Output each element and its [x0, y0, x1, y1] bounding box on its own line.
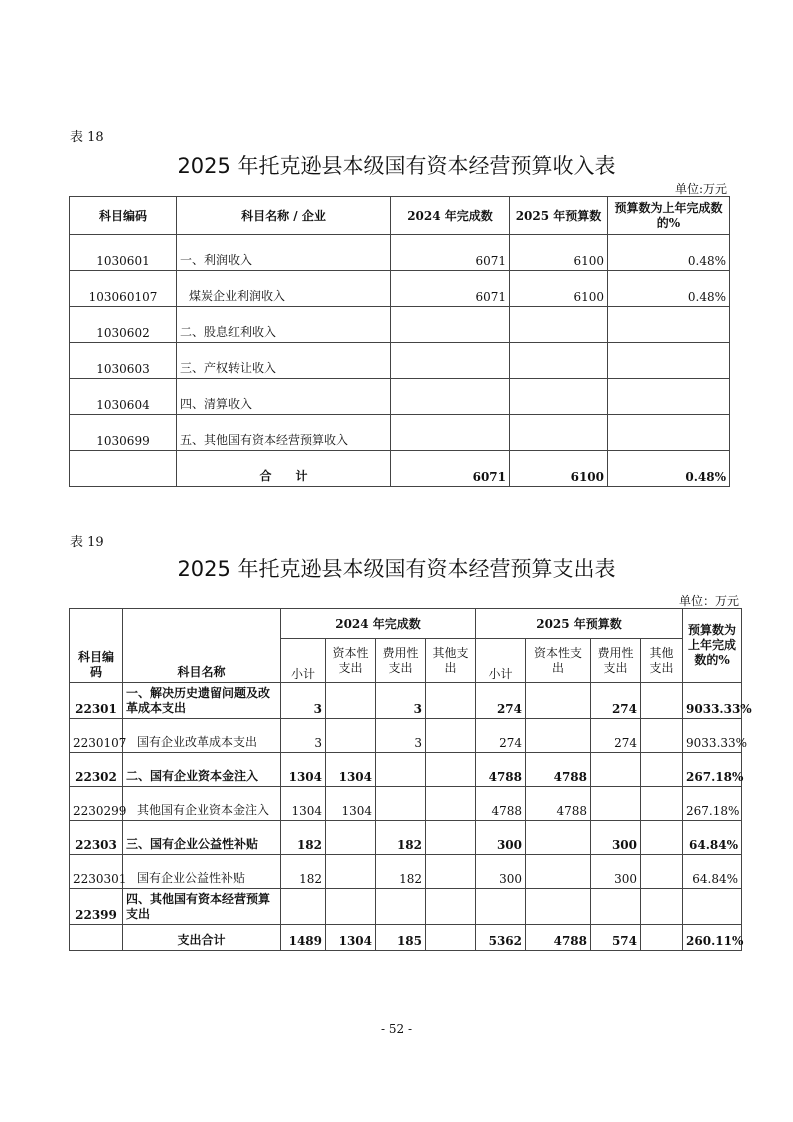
table-19-label: 表 19 — [70, 535, 104, 550]
row-2024-other — [426, 855, 476, 889]
row-2025-other — [641, 889, 683, 925]
table-row — [70, 343, 730, 379]
row-pct: 9033.33% — [683, 683, 742, 719]
header-capital-2024: 资本性支出 — [326, 639, 376, 683]
total-pct: 260.11% — [683, 925, 742, 951]
row-name: 二、国有企业资本金注入 — [123, 753, 281, 787]
row-2024-expense: 182 — [376, 821, 426, 855]
header-2025: 2025 年预算数 — [510, 197, 608, 235]
table-row — [70, 719, 742, 753]
page-number: - 52 - — [380, 1022, 412, 1036]
row-2025-capital: 4788 — [526, 753, 591, 787]
table-19-unit: 单位：万元 — [678, 594, 739, 608]
row-2024-expense: 3 — [376, 719, 426, 753]
row-2024-subtotal: 182 — [281, 855, 326, 889]
row-2024-other — [426, 719, 476, 753]
row-2025-subtotal: 300 — [476, 821, 526, 855]
table-row — [70, 235, 730, 271]
row-2024-subtotal: 1304 — [281, 753, 326, 787]
row-2025-expense — [591, 753, 641, 787]
header-code: 科目编码 — [70, 609, 123, 683]
header-pct: 预算数为上年完成数的% — [683, 609, 742, 683]
row-2024-capital — [326, 855, 376, 889]
row-code: 2230299 — [70, 787, 123, 821]
total-pct: 0.48% — [608, 451, 730, 487]
row-code: 1030602 — [70, 307, 177, 343]
header-name: 科目名称 — [123, 609, 281, 683]
table-18-title: 2025 年托克逊县本级国有资本经营预算收入表 — [177, 154, 616, 178]
row-2024-subtotal — [281, 889, 326, 925]
row-2024-expense — [376, 753, 426, 787]
row-pct — [608, 415, 730, 451]
header-code: 科目编码 — [70, 197, 177, 235]
row-pct — [608, 343, 730, 379]
total-label: 支出合计 — [123, 925, 281, 951]
row-2025-subtotal: 4788 — [476, 787, 526, 821]
row-2024-expense — [376, 889, 426, 925]
row-name: 一、利润收入 — [177, 235, 391, 271]
total-row — [70, 451, 730, 487]
row-pct — [683, 889, 742, 925]
row-2025-expense: 274 — [591, 683, 641, 719]
row-name: 四、清算收入 — [177, 379, 391, 415]
row-2025-capital — [526, 719, 591, 753]
row-2025 — [510, 415, 608, 451]
row-name: 四、其他国有资本经营预算支出 — [123, 889, 281, 925]
row-2025-other — [641, 683, 683, 719]
row-2025-subtotal: 274 — [476, 719, 526, 753]
header-2024: 2024 年完成数 — [391, 197, 510, 235]
row-name: 三、产权转让收入 — [177, 343, 391, 379]
row-2024 — [391, 343, 510, 379]
row-2025 — [510, 379, 608, 415]
row-2024: 6071 — [391, 271, 510, 307]
row-code: 2230301 — [70, 855, 123, 889]
row-2024 — [391, 379, 510, 415]
row-name: 煤炭企业利润收入 — [177, 271, 391, 307]
header-other-2025: 其他支出 — [641, 639, 683, 683]
row-pct: 0.48% — [608, 235, 730, 271]
header-capital-2025: 资本性支出 — [526, 639, 591, 683]
row-2025-expense: 274 — [591, 719, 641, 753]
empty-cell — [70, 925, 123, 951]
row-2024-other — [426, 889, 476, 925]
row-name: 三、国有企业公益性补贴 — [123, 821, 281, 855]
row-2025-capital: 4788 — [526, 787, 591, 821]
row-2025-other — [641, 821, 683, 855]
total-2025-capital: 4788 — [526, 925, 591, 951]
total-2024-other — [426, 925, 476, 951]
row-2025-expense: 300 — [591, 855, 641, 889]
row-code: 22303 — [70, 821, 123, 855]
total-2025: 6100 — [510, 451, 608, 487]
row-2024-expense: 182 — [376, 855, 426, 889]
row-2024 — [391, 415, 510, 451]
table-18-label: 表 18 — [70, 130, 104, 145]
row-pct: 64.84% — [683, 855, 742, 889]
row-code: 103060107 — [70, 271, 177, 307]
table-19-title: 2025 年托克逊县本级国有资本经营预算支出表 — [177, 557, 616, 581]
table-row — [70, 753, 742, 787]
row-2025-expense — [591, 889, 641, 925]
row-code: 1030699 — [70, 415, 177, 451]
row-2025-capital — [526, 821, 591, 855]
row-2025-other — [641, 753, 683, 787]
row-2024-expense — [376, 787, 426, 821]
table-row — [70, 889, 742, 925]
row-2024-expense: 3 — [376, 683, 426, 719]
row-2024: 6071 — [391, 235, 510, 271]
row-2025-expense — [591, 787, 641, 821]
row-2024-capital — [326, 821, 376, 855]
header-other-2024: 其他支出 — [426, 639, 476, 683]
row-pct — [608, 379, 730, 415]
header-subtotal-2025: 小计 — [476, 639, 526, 683]
header-expense-2024: 费用性支出 — [376, 639, 426, 683]
table-row — [70, 855, 742, 889]
row-name: 五、其他国有资本经营预算收入 — [177, 415, 391, 451]
header-subtotal-2024: 小计 — [281, 639, 326, 683]
row-name: 二、股息红利收入 — [177, 307, 391, 343]
row-code: 1030604 — [70, 379, 177, 415]
row-2024-capital: 1304 — [326, 787, 376, 821]
expense-table — [69, 608, 752, 951]
row-2025-expense: 300 — [591, 821, 641, 855]
income-table — [69, 196, 730, 487]
total-label: 合 计 — [177, 451, 391, 487]
row-2025-subtotal: 300 — [476, 855, 526, 889]
row-2025-capital — [526, 889, 591, 925]
row-2025: 6100 — [510, 271, 608, 307]
row-2024-subtotal: 182 — [281, 821, 326, 855]
row-2024-capital — [326, 889, 376, 925]
row-code: 22302 — [70, 753, 123, 787]
total-row — [70, 925, 742, 951]
row-2024 — [391, 307, 510, 343]
header-2024-group: 2024 年完成数 — [281, 609, 476, 639]
table-row — [70, 271, 730, 307]
row-name: 其他国有企业资本金注入 — [123, 787, 281, 821]
total-2024: 6071 — [391, 451, 510, 487]
row-pct: 9033.33% — [683, 719, 742, 753]
row-code: 22399 — [70, 889, 123, 925]
row-code: 1030603 — [70, 343, 177, 379]
row-2025-subtotal — [476, 889, 526, 925]
row-code: 1030601 — [70, 235, 177, 271]
total-2024-expense: 185 — [376, 925, 426, 951]
table-row — [70, 307, 730, 343]
header-name: 科目名称 / 企业 — [177, 197, 391, 235]
row-2025-subtotal: 4788 — [476, 753, 526, 787]
row-2025-other — [641, 855, 683, 889]
row-2024-capital: 1304 — [326, 753, 376, 787]
total-2024-subtotal: 1489 — [281, 925, 326, 951]
table-row — [70, 415, 730, 451]
row-name: 国有企业改革成本支出 — [123, 719, 281, 753]
table-row — [70, 683, 742, 719]
row-2024-subtotal: 3 — [281, 719, 326, 753]
row-2025-capital — [526, 855, 591, 889]
row-2025-subtotal: 274 — [476, 683, 526, 719]
header-pct: 预算数为上年完成数的% — [608, 197, 730, 235]
row-pct: 267.18% — [683, 753, 742, 787]
empty-cell — [70, 451, 177, 487]
row-2024-other — [426, 683, 476, 719]
row-2024-other — [426, 787, 476, 821]
total-2025-expense: 574 — [591, 925, 641, 951]
row-2024-capital — [326, 719, 376, 753]
row-2024-capital — [326, 683, 376, 719]
row-2025-capital — [526, 683, 591, 719]
row-2025-other — [641, 787, 683, 821]
row-pct — [608, 307, 730, 343]
row-pct: 64.84% — [683, 821, 742, 855]
total-2025-other — [641, 925, 683, 951]
table-row — [70, 821, 742, 855]
row-2024-other — [426, 821, 476, 855]
table-row — [70, 787, 742, 821]
total-2024-capital: 1304 — [326, 925, 376, 951]
row-2025 — [510, 343, 608, 379]
header-expense-2025: 费用性支出 — [591, 639, 641, 683]
header-2025-group: 2025 年预算数 — [476, 609, 683, 639]
total-2025-subtotal: 5362 — [476, 925, 526, 951]
row-name: 一、解决历史遗留问题及改革成本支出 — [123, 683, 281, 719]
row-2025: 6100 — [510, 235, 608, 271]
row-pct: 0.48% — [608, 271, 730, 307]
row-2024-other — [426, 753, 476, 787]
table-18-unit: 单位:万元 — [674, 182, 727, 196]
row-2024-subtotal: 1304 — [281, 787, 326, 821]
row-code: 22301 — [70, 683, 123, 719]
row-2025-other — [641, 719, 683, 753]
row-name: 国有企业公益性补贴 — [123, 855, 281, 889]
row-code: 2230107 — [70, 719, 123, 753]
row-pct: 267.18% — [683, 787, 742, 821]
row-2025 — [510, 307, 608, 343]
table-row — [70, 379, 730, 415]
row-2024-subtotal: 3 — [281, 683, 326, 719]
